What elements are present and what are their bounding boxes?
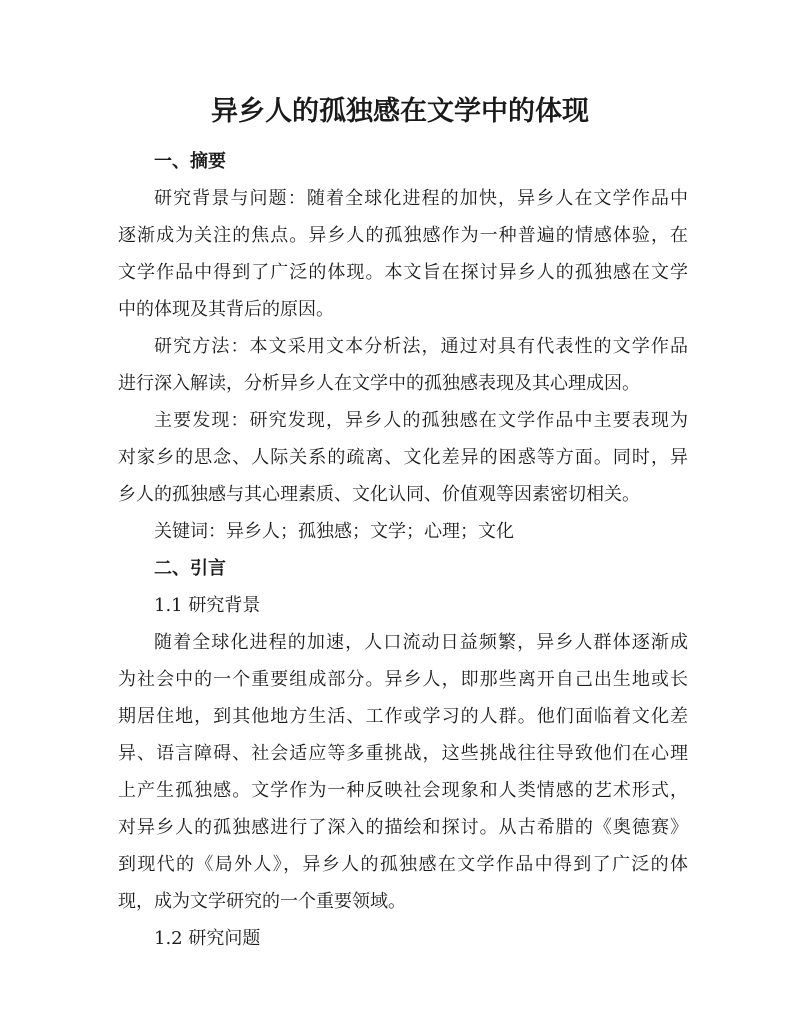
paragraph-line: 研究背景与问题：随着全球化进程的加快，异乡人在文学作品中 (154, 188, 688, 209)
section-heading-introduction: 二、引言 (154, 558, 226, 579)
paragraph-line: 对家乡的思念、人际关系的疏离、文化差异的困惑等方面。同时，异 (118, 447, 688, 468)
paragraph-line: 逐渐成为关注的焦点。异乡人的孤独感作为一种普遍的情感体验，在 (118, 225, 688, 246)
paragraph-line: 研究方法：本文采用文本分析法，通过对具有代表性的文学作品 (154, 336, 688, 357)
paragraph-line: 文学作品中得到了广泛的体现。本文旨在探讨异乡人的孤独感在文学 (118, 262, 688, 283)
document-title: 异乡人的孤独感在文学中的体现 (211, 96, 589, 127)
paragraph-line: 随着全球化进程的加速，人口流动日益频繁，异乡人群体逐渐成 (154, 632, 688, 653)
paragraph-line: 主要发现：研究发现，异乡人的孤独感在文学作品中主要表现为 (154, 410, 688, 431)
paragraph-line: 进行深入解读，分析异乡人在文学中的孤独感表现及其心理成因。 (118, 373, 640, 394)
paragraph-line: 对异乡人的孤独感进行了深入的描绘和探讨。从古希腊的《奥德赛》 (118, 817, 688, 838)
paragraph-line: 现，成为文学研究的一个重要领域。 (118, 891, 406, 912)
subsection-heading-research-question: 1.2 研究问题 (154, 928, 261, 949)
paragraph-line: 上产生孤独感。文学作为一种反映社会现象和人类情感的艺术形式， (118, 780, 688, 801)
section-heading-abstract: 一、摘要 (154, 151, 226, 172)
paragraph-line: 中的体现及其背后的原因。 (118, 299, 334, 320)
document-body (118, 143, 688, 957)
paragraph-line: 为社会中的一个重要组成部分。异乡人，即那些离开自己出生地或长 (118, 669, 688, 690)
subsection-heading-background: 1.1 研究背景 (154, 595, 261, 616)
keywords-line: 关键词：异乡人；孤独感；文学；心理；文化 (154, 521, 514, 542)
paragraph-line: 异、语言障碍、社会适应等多重挑战，这些挑战往往导致他们在心理 (118, 743, 688, 764)
paragraph-line: 乡人的孤独感与其心理素质、文化认同、价值观等因素密切相关。 (118, 484, 640, 505)
paragraph-line: 到现代的《局外人》，异乡人的孤独感在文学作品中得到了广泛的体 (118, 854, 688, 875)
paragraph-line: 期居住地，到其他地方生活、工作或学习的人群。他们面临着文化差 (118, 706, 688, 727)
